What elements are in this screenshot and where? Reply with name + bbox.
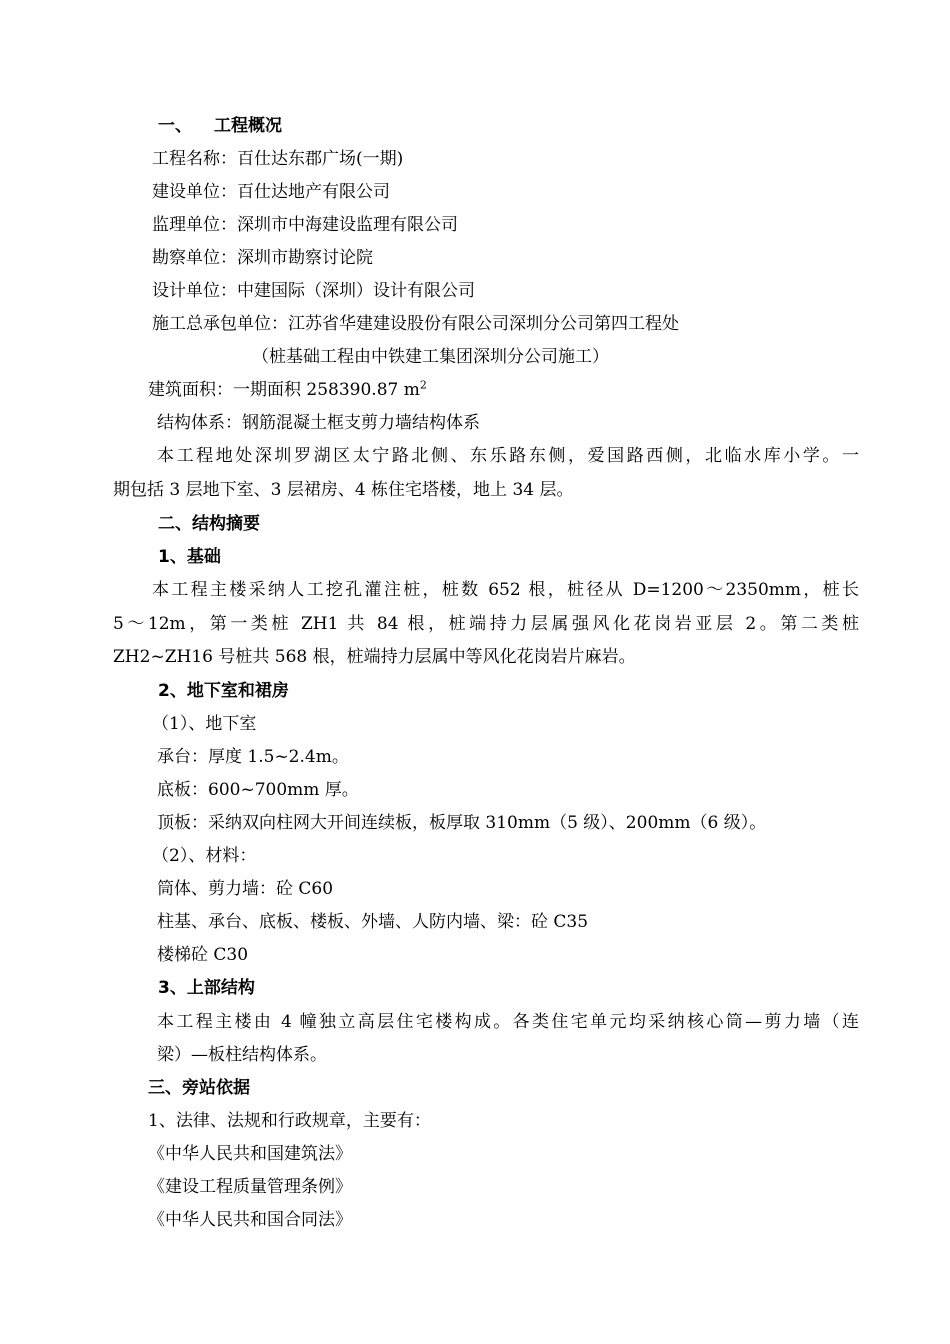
upper-structure-heading: 3、上部结构	[158, 978, 255, 998]
foundation-heading: 1、基础	[158, 547, 221, 567]
upper-structure-line-2: 梁）—板柱结构体系。	[157, 1045, 327, 1065]
location-line-1: 本工程地处深圳罗湖区太宁路北侧、东乐路东侧，爱国路西侧，北临水库小学。一	[157, 446, 859, 466]
foundation-line-2: 5～12m，第一类桩 ZH1 共 84 根，桩端持力层属强风化花岗岩亚层 2。第二类桩	[113, 614, 859, 634]
material-3: 楼梯砼 C30	[157, 945, 249, 965]
building-area	[148, 379, 427, 401]
contractor-unit: 施工总承包单位：江苏省华建建设股份有限公司深圳分公司第四工程处	[152, 314, 679, 334]
material-2: 柱基、承台、底板、楼板、外墙、人防内墙、梁：砼 C35	[157, 912, 589, 932]
law-item-2: 《建设工程质量管理条例》	[148, 1177, 352, 1197]
location-line-2: 期包括 3 层地下室、3 层裙房、4 栋住宅塔楼，地上 34 层。	[113, 480, 574, 500]
supervisor-unit: 监理单位：深圳市中海建设监理有限公司	[152, 215, 458, 235]
builder-unit: 建设单位：百仕达地产有限公司	[152, 182, 390, 202]
roof-slab: 顶板：采纳双向柱网大开间连续板，板厚取 310mm（5 级）、200mm（6 级）。	[157, 813, 767, 833]
material-1: 筒体、剪力墙：砼 C60	[157, 879, 334, 899]
building-area-text: 建筑面积：一期面积 258390.87 m	[148, 380, 420, 400]
section3-heading: 三、旁站依据	[148, 1078, 250, 1098]
materials-subheading: （2）、材料：	[152, 846, 257, 866]
pile-cap: 承台：厚度 1.5~2.4m。	[157, 747, 349, 767]
upper-structure-line-1: 本工程主楼由 4 幢独立高层住宅楼构成。各类住宅单元均采纳核心筒—剪力墙（连	[157, 1012, 859, 1032]
basement-heading: 2、地下室和裙房	[158, 681, 289, 701]
section2-heading: 二、结构摘要	[158, 514, 260, 534]
structure-system: 结构体系：钢筋混凝土框支剪力墙结构体系	[157, 413, 480, 433]
section1-number: 一、	[158, 116, 192, 136]
project-name: 工程名称：百仕达东郡广场(一期)	[152, 149, 404, 169]
law-item-3: 《中华人民共和国合同法》	[148, 1210, 352, 1230]
basement-subheading: （1）、地下室	[152, 714, 257, 734]
contractor-note: （桩基础工程由中铁建工集团深圳分公司施工）	[252, 347, 609, 367]
area-unit-superscript: 2	[419, 378, 427, 392]
bottom-slab: 底板：600~700mm 厚。	[157, 780, 359, 800]
law-item-1: 《中华人民共和国建筑法》	[148, 1144, 352, 1164]
section1-title: 工程概况	[214, 116, 282, 136]
foundation-line-1: 本工程主楼采纳人工挖孔灌注桩，桩数 652 根，桩径从 D=1200～2350mm，桩长	[152, 580, 859, 600]
survey-unit: 勘察单位：深圳市勘察讨论院	[152, 248, 373, 268]
section1-heading	[158, 115, 282, 137]
foundation-line-3: ZH2~ZH16 号桩共 568 根，桩端持力层属中等风化花岗岩片麻岩。	[113, 647, 636, 667]
laws-intro: 1、法律、法规和行政规章，主要有：	[148, 1111, 431, 1131]
design-unit: 设计单位：中建国际（深圳）设计有限公司	[152, 281, 475, 301]
